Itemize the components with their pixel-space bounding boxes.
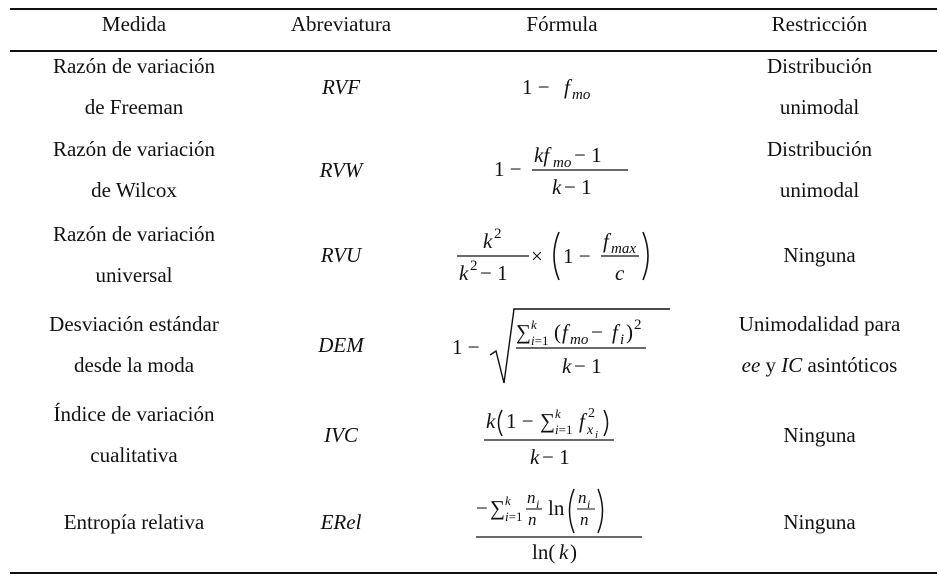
restriccion-line: Ninguna <box>783 509 856 534</box>
svg-text:mo: mo <box>572 87 591 103</box>
medida-cell <box>10 128 258 212</box>
svg-text:− 1: − 1 <box>480 261 508 285</box>
restriccion-cell <box>700 298 939 392</box>
svg-text:k: k <box>486 409 496 433</box>
svg-text:i: i <box>620 332 625 348</box>
svg-text:): ) <box>570 540 577 564</box>
top-rule <box>10 8 937 10</box>
table-row-rvf <box>0 46 939 128</box>
medida-line: de Wilcox <box>91 178 177 202</box>
table-row-rvw <box>0 128 939 212</box>
table-row-rvu <box>0 212 939 298</box>
formula-erel <box>474 481 650 563</box>
formula-dem <box>452 303 672 387</box>
svg-text:mo: mo <box>570 332 589 348</box>
svg-text:1 −: 1 − <box>563 244 591 268</box>
formula-rvw <box>494 137 630 203</box>
formula-ivc <box>482 400 642 470</box>
formula-cell <box>424 212 700 298</box>
abreviatura-cell: ERel <box>320 509 362 534</box>
svg-text:i: i <box>536 497 540 511</box>
bottom-rule <box>10 572 937 574</box>
restriccion-cell <box>700 478 939 566</box>
svg-text:2: 2 <box>634 317 642 333</box>
medida-cell <box>10 478 258 566</box>
restriccion-line <box>742 345 898 386</box>
svg-text:k: k <box>562 354 572 378</box>
svg-text:f: f <box>612 320 618 344</box>
header-medida: Medida <box>101 12 167 36</box>
svg-text:2: 2 <box>494 226 502 242</box>
header-abreviatura: Abreviatura <box>290 12 392 36</box>
svg-text:i=1: i=1 <box>555 422 573 437</box>
svg-text:− 1: − 1 <box>564 175 592 199</box>
abreviatura-cell: IVC <box>324 422 358 447</box>
svg-text:max: max <box>611 241 636 257</box>
restriccion-line: Ninguna <box>783 242 856 267</box>
svg-text:f: f <box>562 320 568 344</box>
svg-text:c: c <box>615 261 625 285</box>
medida-line: Razón de variación <box>52 54 216 78</box>
svg-text:i: i <box>587 497 591 511</box>
ic-term: IC <box>781 353 803 377</box>
restriccion-cell <box>700 392 939 478</box>
header-formula: Fórmula <box>526 12 598 36</box>
formula-cell <box>424 46 700 128</box>
svg-text:f: f <box>603 229 609 253</box>
svg-text:∑: ∑ <box>516 320 531 344</box>
svg-text:− 1: − 1 <box>574 143 602 167</box>
svg-text:2: 2 <box>470 258 478 274</box>
svg-text:i: i <box>595 429 599 441</box>
medida-line: de Freeman <box>84 95 184 119</box>
table-row-dem <box>0 298 939 392</box>
svg-text:2: 2 <box>588 406 595 421</box>
header-restriccion: Restricción <box>771 12 868 36</box>
svg-text:−: − <box>591 320 603 344</box>
formula-cell <box>424 128 700 212</box>
medida-line: Índice de variación <box>53 402 215 426</box>
svg-text:n: n <box>578 488 587 507</box>
restriccion-line: unimodal <box>779 95 860 119</box>
medida-line: Razón de variación <box>52 222 216 246</box>
and-word: y <box>760 353 782 377</box>
medida-line: Razón de variación <box>52 137 216 161</box>
medida-cell <box>10 46 258 128</box>
svg-text:1 −: 1 − <box>506 409 534 433</box>
abreviatura-cell: DEM <box>318 332 364 357</box>
svg-text:mo: mo <box>553 155 572 171</box>
medida-line: Desviación estándar <box>49 312 219 336</box>
svg-text:k: k <box>531 317 537 332</box>
restriccion-line: unimodal <box>779 178 860 202</box>
svg-text:k: k <box>505 493 511 508</box>
svg-text:ln(: ln( <box>532 540 556 564</box>
medida-line: Entropía relativa <box>63 509 205 534</box>
restriccion-cell <box>700 212 939 298</box>
svg-text:f: f <box>564 75 570 99</box>
svg-text:(: ( <box>554 320 561 344</box>
svg-text:k: k <box>555 406 561 421</box>
medida-cell <box>10 392 258 478</box>
formula-rvf <box>522 72 602 102</box>
svg-text:− 1: − 1 <box>574 354 602 378</box>
formula-cell <box>424 392 700 478</box>
svg-text:k: k <box>483 229 493 253</box>
restriccion-line: Unimodalidad para <box>738 312 901 336</box>
svg-text:i=1: i=1 <box>505 509 523 524</box>
abreviatura-cell: RVF <box>321 74 361 99</box>
svg-text:k: k <box>530 445 540 469</box>
restriccion-line: Ninguna <box>783 422 856 447</box>
table-row-ivc <box>0 392 939 478</box>
svg-text:k: k <box>559 540 569 564</box>
svg-text:−: − <box>476 496 488 520</box>
svg-text:×: × <box>531 244 543 268</box>
svg-text:kf: kf <box>534 143 550 167</box>
svg-text:i=1: i=1 <box>531 333 549 348</box>
svg-text:− 1: − 1 <box>542 445 570 469</box>
svg-text:n: n <box>580 510 589 529</box>
svg-text:1 −: 1 − <box>494 157 522 181</box>
abreviatura-cell: RVU <box>320 242 362 267</box>
medida-cell <box>10 298 258 392</box>
formula-cell <box>424 478 700 566</box>
restriccion-line: Distribución <box>767 137 872 161</box>
formula-rvu <box>455 220 669 290</box>
svg-text:ln: ln <box>548 496 565 520</box>
medida-line: universal <box>95 263 173 287</box>
medida-line: desde la moda <box>73 353 195 377</box>
svg-text:1 −: 1 − <box>452 335 480 359</box>
formula-cell <box>424 298 700 392</box>
svg-text:1 −: 1 − <box>522 75 550 99</box>
restriccion-cell <box>700 46 939 128</box>
svg-text:): ) <box>626 320 633 344</box>
svg-text:∑: ∑ <box>490 496 505 520</box>
table-row-erel <box>0 478 939 566</box>
asintoticos-word: asintóticos <box>802 353 898 377</box>
svg-text:n: n <box>528 510 537 529</box>
svg-text:∑: ∑ <box>540 409 555 433</box>
svg-text:x: x <box>587 423 594 438</box>
svg-text:k: k <box>459 261 469 285</box>
ee-term: ee <box>741 353 761 377</box>
abreviatura-cell: RVW <box>319 157 363 182</box>
svg-text:n: n <box>527 488 536 507</box>
medida-line: cualitativa <box>90 443 178 467</box>
medida-cell <box>10 212 258 298</box>
restriccion-line: Distribución <box>767 54 872 78</box>
svg-text:f: f <box>579 409 585 433</box>
restriccion-cell <box>700 128 939 212</box>
svg-text:k: k <box>552 175 562 199</box>
